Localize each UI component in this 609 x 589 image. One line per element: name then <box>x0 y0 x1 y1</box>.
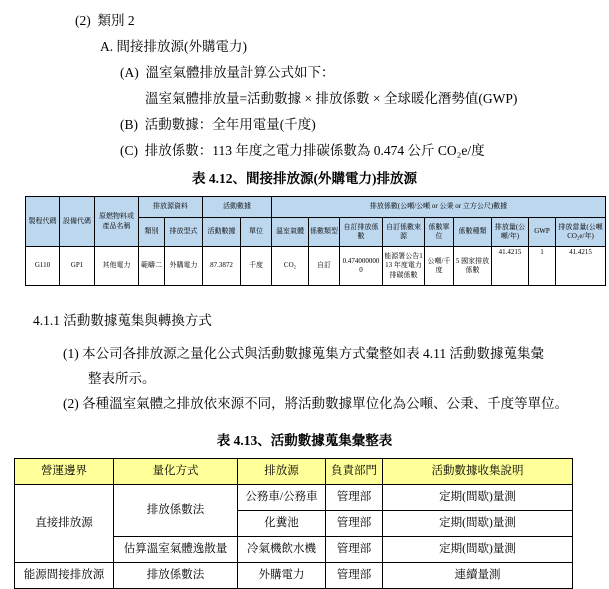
cell-boundary-direct: 直接排放源 <box>15 485 114 563</box>
header-emission-source: 排放源 <box>238 459 326 485</box>
header-factor-type: 係數類型 <box>309 218 340 247</box>
header-collection-note: 活動數據收集說明 <box>383 459 573 485</box>
cell-factor-unit: 公噸/千度 <box>425 247 454 286</box>
cell-source-vehicle: 公務車/公務車 <box>238 485 326 511</box>
cell-emission-amount: 41.4215 <box>492 247 529 286</box>
table-row <box>26 197 606 218</box>
header-activity-data-group: 活動數據 <box>203 197 272 218</box>
cell-method-estimate: 估算溫室氣體逸散量 <box>114 537 238 563</box>
header-operational-boundary: 營運邊界 <box>15 459 114 485</box>
paragraph-activity-data: (B) 活動數據：全年用電量(千度) <box>120 117 316 132</box>
header-equipment-code: 設備代碼 <box>60 197 95 247</box>
header-gwp: GWP <box>529 218 556 247</box>
table-4-12 <box>25 196 606 286</box>
cell-ghg: CO₂ <box>272 247 309 286</box>
cell-equipment-code: GP1 <box>60 247 95 286</box>
section-paragraph-1: (1) 本公司各排放源之量化公式與活動數據蒐集方式彙整如表 4.11 活動數據蒐集彙整表所示。 <box>63 346 544 386</box>
cell-factor-type: 自訂 <box>309 247 340 286</box>
table-4-13 <box>14 458 573 589</box>
paragraph-formula: 溫室氣體排放量=活動數據 × 排放係數 × 全球暖化潛勢值(GWP) <box>145 91 518 106</box>
header-quantification-method: 量化方式 <box>114 459 238 485</box>
header-emission-type: 排放型式 <box>165 218 203 247</box>
header-process-code: 製程代碼 <box>26 197 60 247</box>
cell-source-septic: 化糞池 <box>238 511 326 537</box>
table-4-13-title: 表 4.13、活動數據蒐集彙整表 <box>216 433 393 448</box>
cell-boundary-energy: 能源間接排放源 <box>15 563 114 589</box>
cell-note-4: 連續量測 <box>383 563 573 589</box>
header-category: 類別 <box>139 218 165 247</box>
table-row <box>26 247 606 286</box>
header-factor-kind: 係數種類 <box>454 218 492 247</box>
cell-note-1: 定期(間歇)量測 <box>383 485 573 511</box>
cell-category: 範疇二 <box>139 247 165 286</box>
header-factor-unit: 係數單位 <box>425 218 454 247</box>
cell-factor-kind: 5 國家排放係數 <box>454 247 492 286</box>
header-custom-factor: 自訂排放係數 <box>340 218 383 247</box>
cell-material-name: 其他電力 <box>95 247 139 286</box>
header-co2e: 排放當量(公噸 CO₂e/年) <box>556 218 606 247</box>
cell-method-factor-2: 排放係數法 <box>114 563 238 589</box>
paragraph-category-2: (2) 類別 2 <box>75 13 135 28</box>
table-4-12-title: 表 4.12、間接排放源(外購電力)排放源 <box>192 171 417 186</box>
header-custom-factor-source: 自訂係數來源 <box>383 218 425 247</box>
cell-activity-value: 87.3872 <box>203 247 241 286</box>
paragraph-indirect-source: A. 間接排放源(外購電力) <box>100 39 247 54</box>
cell-custom-factor: 0.4740000000 <box>340 247 383 286</box>
table-row <box>15 459 573 485</box>
cell-gwp: 1 <box>529 247 556 286</box>
cell-dept-3: 管理部 <box>326 537 383 563</box>
cell-unit: 千度 <box>241 247 272 286</box>
header-ghg: 溫室氣體 <box>272 218 309 247</box>
cell-source-electricity: 外購電力 <box>238 563 326 589</box>
cell-method-factor: 排放係數法 <box>114 485 238 537</box>
header-factor-data-group: 排放係數(公噸/公噸 or 公秉 or 立方公尺)數據 <box>272 197 606 218</box>
header-unit: 單位 <box>241 218 272 247</box>
cell-note-2: 定期(間歇)量測 <box>383 511 573 537</box>
header-source-info-group: 排放源資料 <box>139 197 203 218</box>
header-responsible-dept: 負責部門 <box>326 459 383 485</box>
cell-dept-1: 管理部 <box>326 485 383 511</box>
paragraph-emission-factor: (C) 排放係數：113 年度之電力排碳係數為 0.474 公斤 CO₂e/度 <box>120 143 485 158</box>
section-paragraph-2: (2) 各種溫室氣體之排放依來源不同，將活動數據單位化為公噸、公秉、千度等單位。 <box>63 396 569 411</box>
cell-source-aircon: 冷氣機飲水機 <box>238 537 326 563</box>
cell-co2e: 41.4215 <box>556 247 606 286</box>
cell-emission-type: 外購電力 <box>165 247 203 286</box>
paragraph-formula-intro: (A) 溫室氣體排放量計算公式如下： <box>120 65 335 80</box>
cell-process-code: G110 <box>26 247 60 286</box>
section-heading: 4.1.1 活動數據蒐集與轉換方式 <box>33 313 212 328</box>
header-activity-value: 活動數據 <box>203 218 241 247</box>
cell-custom-factor-source: 能源署公告113 年度電力排碳係數 <box>383 247 425 286</box>
cell-dept-4: 管理部 <box>326 563 383 589</box>
header-emission-amount: 排放量(公噸/年) <box>492 218 529 247</box>
cell-dept-2: 管理部 <box>326 511 383 537</box>
cell-note-3: 定期(間歇)量測 <box>383 537 573 563</box>
header-material-name: 原燃物料或產品名稱 <box>95 197 139 247</box>
table-row <box>15 563 573 589</box>
table-row <box>15 485 573 511</box>
